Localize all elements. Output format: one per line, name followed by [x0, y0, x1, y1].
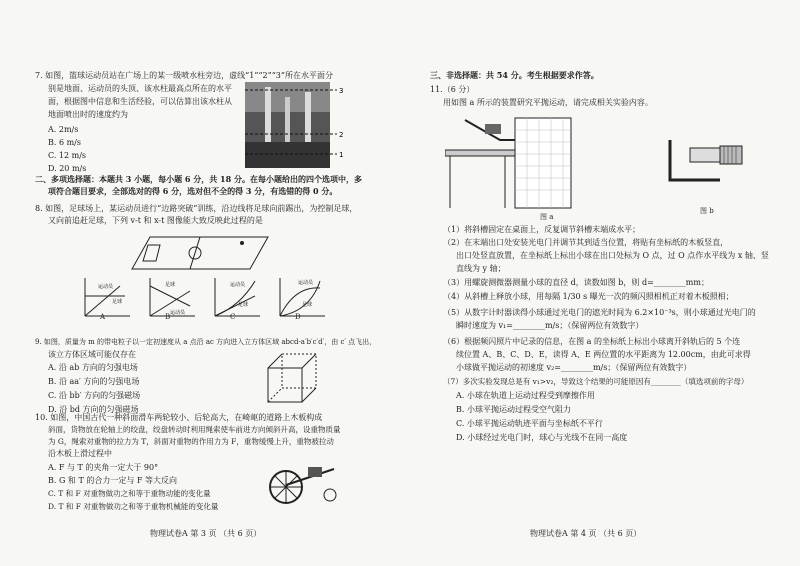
q7-option-c: C. 12 m/s — [48, 151, 87, 160]
q10-option-b: B. G 和 T 的合力一定与 F 等大反向 — [48, 476, 177, 485]
right-page — [400, 0, 800, 566]
fountain-photo — [245, 82, 350, 168]
step-2-line2: 出口处竖直放置，在坐标纸上标出小球在出口处标为 O 点，过 O 点作水平线为 x 轴、竖 — [456, 251, 769, 260]
q10-option-a: A. F 与 T 的夹角一定大于 90° — [48, 463, 159, 472]
section2-line1: 二、多项选择题：本题共 3 小题，每小题 6 分，共 18 分。在每小题给出的四个选项中，多 — [35, 174, 362, 184]
step-7-option-c: C. 小球平抛运动轨迹平面与坐标纸不平行 — [456, 419, 603, 428]
q9-option-d: D. 沿 bd 方向的匀强磁场 — [48, 405, 139, 414]
step-6-line2: 续位置 A、B、C、D、E，读得 A、E 两位置的水平距离为 12.00cm，由此可求得 — [456, 350, 751, 359]
graph-a-label-2: 足球 — [112, 299, 123, 305]
graph-c-label-2: 足球 — [238, 302, 249, 308]
step-4: （4）从斜槽上释放小球，用每隔 1/30 s 曝光一次的频闪照相机正对着木板照相； — [443, 292, 734, 301]
q9-option-c: C. 沿 bb′ 方向的匀强磁场 — [48, 391, 141, 400]
graph-d-label-2: 足球 — [302, 302, 313, 308]
figure-a-apparatus — [445, 110, 575, 210]
q9-line1: 9. 如图，质量为 m 的带电粒子以一定初速度从 a 点沿 ac 方向进入立方体区域 abcd-a′b′c′d′，由 c′ 点飞出， — [35, 338, 377, 346]
fig-label-3: 3 — [339, 87, 344, 95]
step-1: （1）将斜槽固定在桌面上，反复调节斜槽末端成水平； — [443, 225, 641, 234]
q8-graphs — [80, 276, 330, 324]
step-6-line1: （6）根据频闪照片中记录的信息，在图 a 的坐标纸上标出小球离开斜轨后的 5 个连 — [443, 337, 741, 346]
step-7: （7）多次实验发现总是有 v₁>v₂，导致这个结果的可能原因有________（填选项前的字母） — [443, 377, 749, 386]
figure-b-caption: 图 b — [700, 207, 714, 215]
graph-letter-c: C — [230, 313, 236, 321]
q10-line3: 为 G，绳索对重物的拉力为 T，斜面对重物的作用力为 F，重物缓慢上升，重物被拉动 — [48, 437, 334, 446]
q7-option-a: A. 2m/s — [48, 125, 79, 134]
graph-b-label-1: 足球 — [165, 282, 176, 288]
step-3: （3）用螺旋测微器测量小球的直径 d，读数如图 b，则 d=________mm； — [443, 278, 709, 287]
step-2-line3: 直线为 y 轴； — [456, 264, 506, 273]
q10-line2: 斜面，货物放在轮轴上的绞盘，绞盘转动时利用绳索使车前进方向倾斜升高，设重物质量 — [48, 425, 341, 434]
left-page-footer: 物理试卷A 第 3 页 （共 6 页） — [150, 529, 262, 538]
graph-a-label-1: 运动员 — [98, 284, 114, 290]
graph-letter-a: A — [100, 313, 106, 321]
step-5-line2: 瞬时速度为 v₁=________m/s；（保留两位有效数字） — [456, 321, 644, 330]
step-7-option-a: A. 小球在轨道上运动过程受到摩擦作用 — [456, 391, 595, 400]
q10-option-c: C. T 和 F 对重物做功之和等于重物动能的变化量 — [48, 489, 211, 498]
graph-d-label-1: 运动员 — [298, 280, 314, 286]
right-page-footer: 物理试卷A 第 4 页 （共 6 页） — [530, 529, 642, 538]
fig-label-2: 2 — [339, 131, 344, 139]
section3-heading: 三、非选择题：共 54 分。考生根据要求作答。 — [430, 70, 599, 80]
section2-line2: 项符合题目要求，全部选对的得 6 分，选对但不全的得 3 分，有选错的得 0 分。 — [48, 186, 338, 196]
q11-heading: 11.（6 分） — [430, 85, 475, 94]
q8-line1: 8. 如图，足球场上，某运动员进行“边路突破”训练，沿边线将足球向前踢出，为控制足球， — [35, 204, 358, 213]
step-7-option-b: B. 小球平抛运动过程受空气阻力 — [456, 405, 571, 414]
q7-line4: 地面喷出时的速度约为 — [48, 110, 128, 119]
graph-b-label-2: 运动员 — [170, 310, 186, 316]
cube-figure — [262, 350, 322, 405]
q9-line2: 该立方体区域可能仅存在 — [48, 350, 136, 359]
q10-line1: 10. 如图，中国古代一种斜面滑车两轮较小、后轮高大，在崎岖的道路上木板构成 — [35, 413, 323, 422]
figure-b-micrometer — [660, 120, 750, 200]
step-5-line1: （5）从数字计时器读得小球通过光电门的遮光时间为 6.2×10⁻³s，则小球通过光电门的 — [443, 308, 756, 317]
graph-letter-d: D — [295, 313, 301, 321]
soccer-field-figure — [130, 233, 270, 273]
q7-line1: 7. 如图，篮球运动员站在广场上的某一级喷水柱旁边，虚线“1”“2”“3”所在水平面分 — [35, 71, 333, 80]
step-6-line3: 小球做平抛运动的初速度 v₂=________m/s；（保留两位有效数字） — [456, 363, 692, 372]
q7-line3: 面，根据图中信息和生活经验，可以估算出该水柱从 — [48, 97, 232, 106]
q10-option-d: D. T 和 F 对重物做功之和等于重物机械能的变化量 — [48, 502, 219, 511]
q9-option-a: A. 沿 ab 方向的匀强电场 — [48, 363, 138, 372]
q11-intro: 用如图 a 所示的装置研究平抛运动，请完成相关实验内容。 — [443, 98, 653, 107]
figure-a-caption: 图 a — [540, 213, 554, 221]
graph-letter-b: B — [165, 313, 171, 321]
q7-line2: 别是地面、运动员的头顶、该水柱最高点所在的水平 — [48, 84, 232, 93]
q8-line2: 又向前追赶足球，下列 v-t 和 x-t 图像能大致反映此过程的是 — [48, 216, 263, 225]
graph-c-label-1: 运动员 — [230, 282, 246, 288]
q10-line4: 沿木板上滑过程中 — [48, 449, 112, 458]
q7-option-d: D. 20 m/s — [48, 164, 87, 173]
fig-label-1: 1 — [339, 151, 344, 159]
q7-option-b: B. 6 m/s — [48, 138, 81, 147]
cart-figure — [262, 455, 342, 505]
step-2-line1: （2）在末端出口处安装光电门并调节其到适当位置，将贴有坐标纸的木板竖直， — [443, 238, 729, 247]
q9-option-b: B. 沿 aa′ 方向的匀强电场 — [48, 377, 140, 386]
step-7-option-d: D. 小球经过光电门时，球心与光线不在同一高度 — [456, 433, 628, 442]
